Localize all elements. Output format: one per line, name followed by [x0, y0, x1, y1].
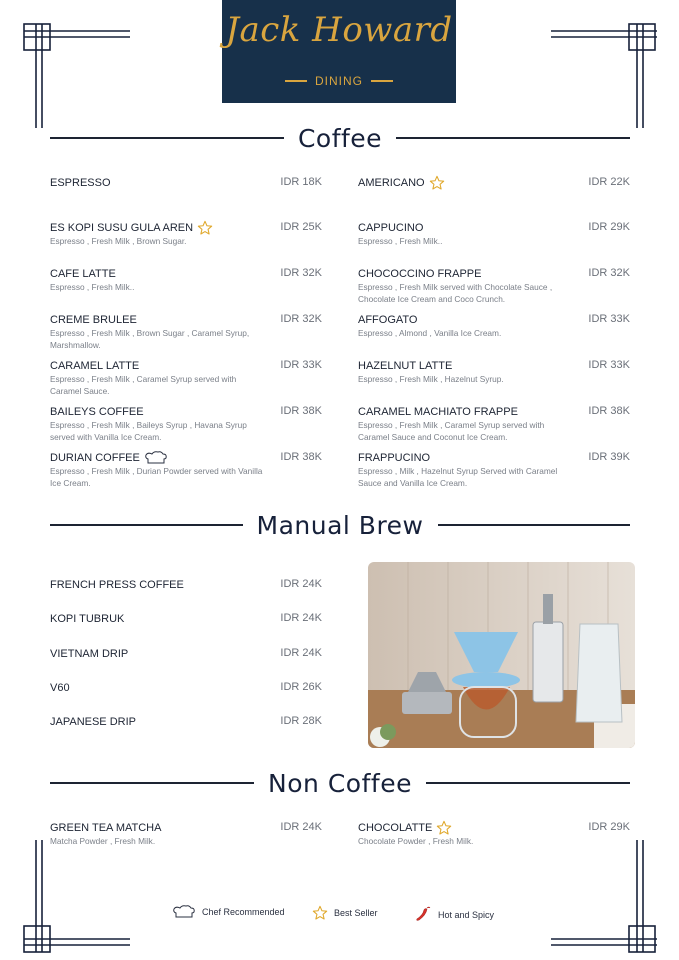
- menu-item-name: CARAMEL MACHIATO FRAPPE: [358, 406, 518, 418]
- menu-item: [50, 821, 322, 848]
- legend-chef-label: Chef Recommended: [202, 907, 285, 917]
- menu-item: [358, 176, 630, 191]
- menu-item-description: Espresso , Almond , Vanilla Ice Cream.: [358, 328, 502, 338]
- divider: [438, 524, 631, 526]
- brand-subtitle-row: [222, 74, 456, 88]
- chef-hat-icon: [144, 451, 168, 465]
- divider: [50, 524, 243, 526]
- menu-item-name: CHOCOLATTE: [358, 822, 433, 834]
- menu-item: [358, 821, 630, 848]
- menu-item-description: Espresso , Fresh Milk , Brown Sugar.: [50, 236, 187, 246]
- menu-item: [50, 715, 322, 729]
- menu-item-price: IDR 24K: [280, 821, 322, 833]
- menu-item-name: CAFE LATTE: [50, 268, 116, 280]
- corner-ornament-top-left: [22, 18, 132, 138]
- brand-subtitle: DINING: [315, 74, 363, 88]
- menu-item-price: IDR 22K: [588, 176, 630, 188]
- menu-item-description: Espresso , Fresh Milk..: [50, 282, 135, 292]
- star-icon: [197, 220, 213, 236]
- menu-item-description: Espresso , Fresh Milk..: [358, 236, 443, 246]
- menu-item: [358, 405, 630, 443]
- menu-item-price: IDR 38K: [280, 405, 322, 417]
- menu-item-name: BAILEYS COFFEE: [50, 406, 144, 418]
- menu-item: [358, 451, 630, 489]
- section-coffee-heading: [50, 123, 630, 153]
- menu-item: [50, 405, 322, 443]
- menu-item-price: IDR 32K: [588, 267, 630, 279]
- menu-item-name: CHOCOCCINO FRAPPE: [358, 268, 482, 280]
- corner-ornament-bottom-right: [549, 838, 659, 958]
- legend-hot-spicy-label: Hot and Spicy: [438, 910, 495, 920]
- menu-item-name: JAPANESE DRIP: [50, 716, 136, 729]
- menu-item: [358, 267, 630, 305]
- menu-item: [50, 681, 322, 695]
- menu-item-price: IDR 24K: [280, 612, 322, 625]
- menu-item-name: FRAPPUCINO: [358, 452, 431, 464]
- chef-hat-icon: [172, 905, 196, 919]
- menu-item-price: IDR 26K: [280, 680, 322, 693]
- menu-item-price: IDR 29K: [588, 221, 630, 233]
- legend-best-seller-label: Best Seller: [334, 908, 378, 918]
- menu-item-name: CREME BRULEE: [50, 314, 137, 326]
- menu-item-name: AMERICANO: [358, 177, 425, 189]
- menu-item: [50, 451, 322, 489]
- menu-item-price: IDR 24K: [280, 646, 322, 659]
- menu-item-name: CARAMEL LATTE: [50, 360, 140, 372]
- legend-best-seller: [312, 905, 378, 921]
- menu-item-name: AFFOGATO: [358, 314, 418, 326]
- menu-item-name: HAZELNUT LATTE: [358, 360, 453, 372]
- menu-item-name: CAPPUCINO: [358, 222, 424, 234]
- menu-item-price: IDR 33K: [280, 359, 322, 371]
- menu-item: [50, 267, 322, 294]
- menu-item-price: IDR 32K: [280, 313, 322, 325]
- star-icon: [436, 820, 452, 836]
- menu-item: [358, 221, 630, 248]
- menu-item: [50, 176, 322, 191]
- menu-item-price: IDR 18K: [280, 176, 322, 188]
- menu-item-description: Chocolate Powder , Fresh Milk.: [358, 836, 474, 846]
- corner-ornament-bottom-left: [22, 838, 132, 958]
- brand-logo: [222, 0, 456, 103]
- menu-item-name: VIETNAM DRIP: [50, 647, 129, 660]
- divider: [371, 80, 393, 82]
- menu-item-description: Espresso , Fresh Milk , Caramel Syrup served with Caramel Sauce and Coconut Ice Cream.: [358, 420, 545, 442]
- star-icon: [312, 905, 328, 921]
- divider: [50, 782, 254, 784]
- menu-item-name: V60: [50, 681, 70, 694]
- menu-item-price: IDR 39K: [588, 451, 630, 463]
- menu-item-price: IDR 28K: [280, 715, 322, 728]
- star-icon: [429, 175, 445, 191]
- menu-item-description: Espresso , Fresh Milk served with Chocolate Sauce , Chocolate Ice Cream and Coco Crunch.: [358, 282, 553, 304]
- menu-item: [50, 359, 322, 397]
- menu-item: [50, 313, 322, 351]
- section-title: Manual Brew: [256, 510, 424, 540]
- menu-item: [50, 221, 322, 248]
- menu-item-price: IDR 24K: [280, 578, 322, 590]
- menu-item: [358, 313, 630, 340]
- manual-brew-photo: [368, 562, 635, 748]
- legend-hot-spicy: [414, 905, 494, 925]
- divider: [50, 137, 284, 139]
- legend-chef: [172, 905, 285, 919]
- section-manual-brew-heading: [50, 510, 630, 540]
- menu-item-price: IDR 25K: [280, 221, 322, 233]
- menu-item: [50, 647, 322, 661]
- menu-item-description: Espresso , Fresh Milk , Brown Sugar , Caramel Syrup, Marshmallow.: [50, 328, 250, 350]
- menu-item-description: Espresso , Fresh Milk , Hazelnut Syrup.: [358, 374, 504, 384]
- menu-item-price: IDR 38K: [280, 451, 322, 463]
- menu-item: [50, 612, 322, 626]
- menu-item-description: Matcha Powder , Fresh Milk.: [50, 836, 156, 846]
- corner-ornament-top-right: [549, 18, 659, 138]
- icon-legend: [0, 905, 679, 927]
- menu-item-price: IDR 29K: [588, 821, 630, 833]
- menu-item: [358, 359, 630, 386]
- menu-item-price: IDR 33K: [588, 359, 630, 371]
- menu-item-price: IDR 38K: [588, 405, 630, 417]
- divider: [396, 137, 630, 139]
- menu-item-name: FRENCH PRESS COFFEE: [50, 579, 184, 591]
- divider: [426, 782, 630, 784]
- divider: [285, 80, 307, 82]
- menu-item-description: Espresso , Fresh Milk , Baileys Syrup , Havana Syrup served with Vanilla Ice Cream.: [50, 420, 247, 442]
- menu-item-description: Espresso , Fresh Milk , Caramel Syrup served with Caramel Sauce.: [50, 374, 237, 396]
- menu-item-description: Espresso , Fresh Milk , Durian Powder served with Vanilla Ice Cream.: [50, 466, 263, 488]
- menu-item-name: ESPRESSO: [50, 177, 111, 189]
- menu-item: [50, 578, 322, 592]
- chili-icon: [414, 905, 432, 925]
- section-title: Coffee: [297, 123, 383, 153]
- menu-item-price: IDR 32K: [280, 267, 322, 279]
- menu-item-name: KOPI TUBRUK: [50, 613, 125, 626]
- menu-item-name: GREEN TEA MATCHA: [50, 822, 162, 834]
- brand-name: Jack Howard: [225, 10, 453, 50]
- section-non-coffee-heading: [50, 768, 630, 798]
- menu-item-name: ES KOPI SUSU GULA AREN: [50, 222, 194, 234]
- menu-item-description: Espresso , Milk , Hazelnut Syrup Served with Caramel Sauce and Vanilla Ice Cream.: [358, 466, 558, 488]
- section-title: Non Coffee: [268, 768, 412, 798]
- menu-item-price: IDR 33K: [588, 313, 630, 325]
- menu-item-name: DURIAN COFFEE: [50, 452, 140, 464]
